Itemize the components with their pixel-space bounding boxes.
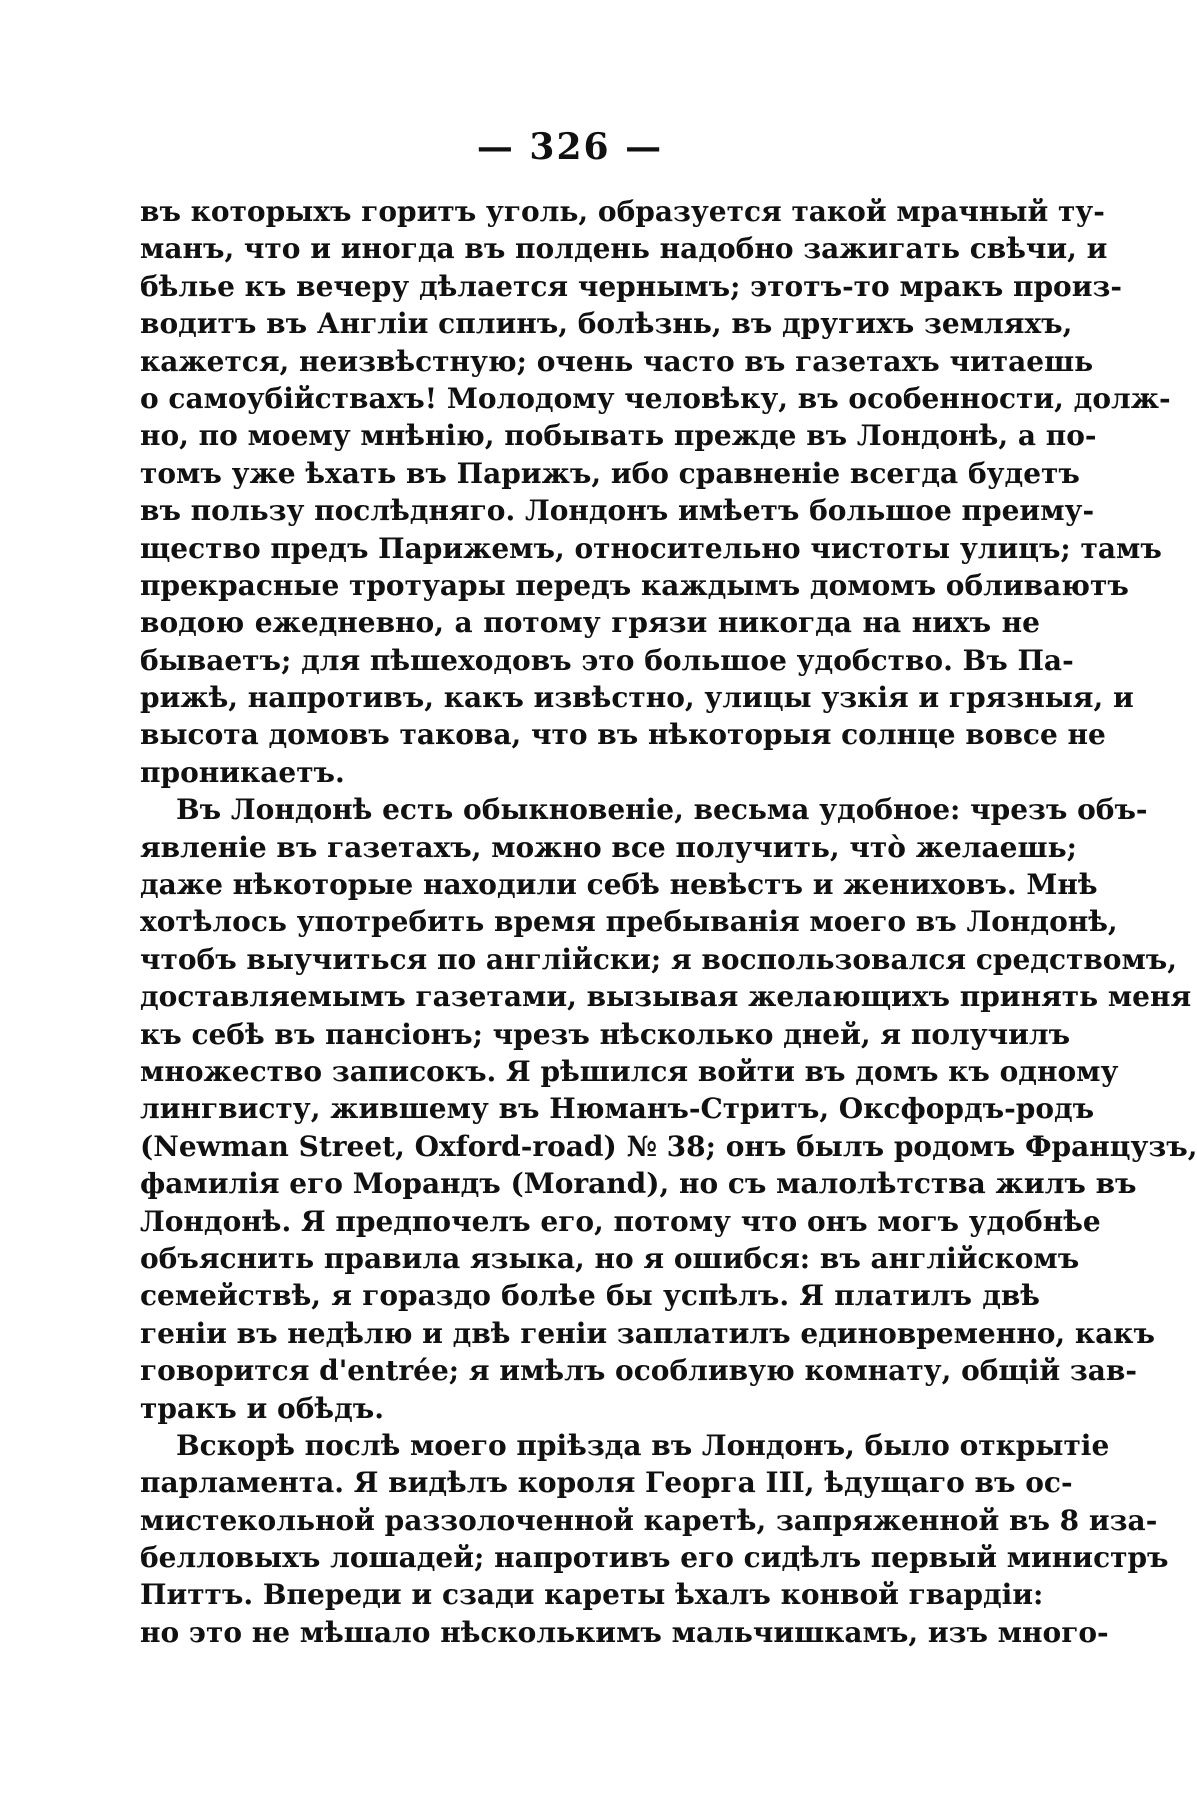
text-line: тракъ и обѣдъ. xyxy=(140,1391,384,1425)
text-line: хотѣлось употребить время пребыванія моего въ Лондонѣ, xyxy=(140,905,1118,939)
paragraph xyxy=(140,791,1197,1427)
text-line: проникаетъ. xyxy=(140,755,345,789)
text-line: парламента. Я видѣлъ короля Георга III, ѣдущаго въ ос- xyxy=(140,1466,1073,1500)
text-line: Въ Лондонѣ есть обыкновеніе, весьма удобное: чрезъ объ- xyxy=(176,793,1148,827)
body-text xyxy=(140,193,1197,1651)
text-line: чтобъ выучиться по англійски; я воспользовался средствомъ, xyxy=(140,942,1178,976)
text-line: въ пользу послѣдняго. Лондонъ имѣетъ большое преиму- xyxy=(140,494,1095,528)
text-line: въ которыхъ горитъ уголь, образуется такой мрачный ту- xyxy=(140,195,1105,228)
text-line: семействѣ, я гораздо болѣе бы успѣлъ. Я платилъ двѣ xyxy=(140,1279,1040,1313)
page-number: — 326 — xyxy=(476,126,664,168)
text-line: (Newman Street, Oxford-road) № 38; онъ былъ родомъ Французъ, xyxy=(140,1129,1197,1163)
text-line: объяснить правила языка, но я ошибся: въ англійскомъ xyxy=(140,1241,1080,1275)
text-line: прекрасные тротуары передъ каждымъ домомъ обливаютъ xyxy=(140,568,1129,602)
text-line: о самоубійствахъ! Молодому человѣку, въ особенности, долж- xyxy=(140,381,1171,415)
text-line: даже нѣкоторые находили себѣ невѣстъ и жениховъ. Мнѣ xyxy=(140,868,1098,902)
text-line: Лондонѣ. Я предпочелъ его, потому что онъ могъ удобнѣе xyxy=(140,1204,1101,1238)
text-line: явленіе въ газетахъ, можно все получить, что̀ желаешь; xyxy=(140,830,1077,864)
text-line: водою ежедневно, а потому грязи никогда на нихъ не xyxy=(140,606,1040,640)
text-line: говорится d'entrée; я имѣлъ особливую комнату, общій зав- xyxy=(140,1354,1137,1388)
text-line: водитъ въ Англіи сплинъ, болѣзнь, въ другихъ земляхъ, xyxy=(140,307,1073,341)
text-line: щество предъ Парижемъ, относительно чистоты улицъ; тамъ xyxy=(140,531,1162,565)
text-line: Вскорѣ послѣ моего пріѣзда въ Лондонъ, было открытіе xyxy=(176,1428,1110,1462)
text-line: бѣлье къ вечеру дѣлается чернымъ; этотъ-то мракъ произ- xyxy=(140,269,1122,303)
text-line: но, по моему мнѣнію, побывать прежде въ Лондонѣ, а по- xyxy=(140,419,1097,453)
text-line: высота домовъ такова, что въ нѣкоторыя солнце вовсе не xyxy=(140,718,1106,752)
paragraph xyxy=(140,1427,1169,1651)
text-line: фамилія его Морандъ (Morand), но съ малолѣтства жилъ въ xyxy=(140,1167,1137,1201)
text-line: лингвисту, жившему въ Нюманъ-Стритъ, Оксфордъ-родъ xyxy=(140,1092,1095,1126)
text-line: бываетъ; для пѣшеходовъ это большое удобство. Въ Па- xyxy=(140,643,1074,677)
text-line: Питтъ. Впереди и сзади кареты ѣхалъ конвой гвардіи: xyxy=(140,1578,1044,1612)
text-line: множество записокъ. Я рѣшился войти въ домъ къ одному xyxy=(140,1054,1119,1088)
paragraph xyxy=(140,193,1171,791)
text-line: манъ, что и иногда въ полдень надобно зажигать свѣчи, и xyxy=(140,232,1108,266)
text-line: мистекольной раззолоченной каретѣ, запряженной въ 8 иза- xyxy=(140,1503,1158,1537)
text-line: рижѣ, напротивъ, какъ извѣстно, улицы узкія и грязныя, и xyxy=(140,681,1134,715)
text-line: геніи въ недѣлю и двѣ геніи заплатилъ единовременно, какъ xyxy=(140,1316,1155,1350)
text-line: кажется, неизвѣстную; очень часто въ газетахъ читаешь xyxy=(140,344,1094,378)
text-line: къ себѣ въ пансіонъ; чрезъ нѣсколько дней, я получилъ xyxy=(140,1017,1071,1051)
text-line: но это не мѣшало нѣсколькимъ мальчишкамъ, изъ много- xyxy=(140,1615,1109,1649)
text-line: белловыхъ лошадей; напротивъ его сидѣлъ первый министръ xyxy=(140,1541,1169,1575)
text-line: доставляемымъ газетами, вызывая желающихъ принять меня xyxy=(140,980,1192,1014)
text-line: томъ уже ѣхать въ Парижъ, ибо сравненіе всегда будетъ xyxy=(140,456,1080,490)
